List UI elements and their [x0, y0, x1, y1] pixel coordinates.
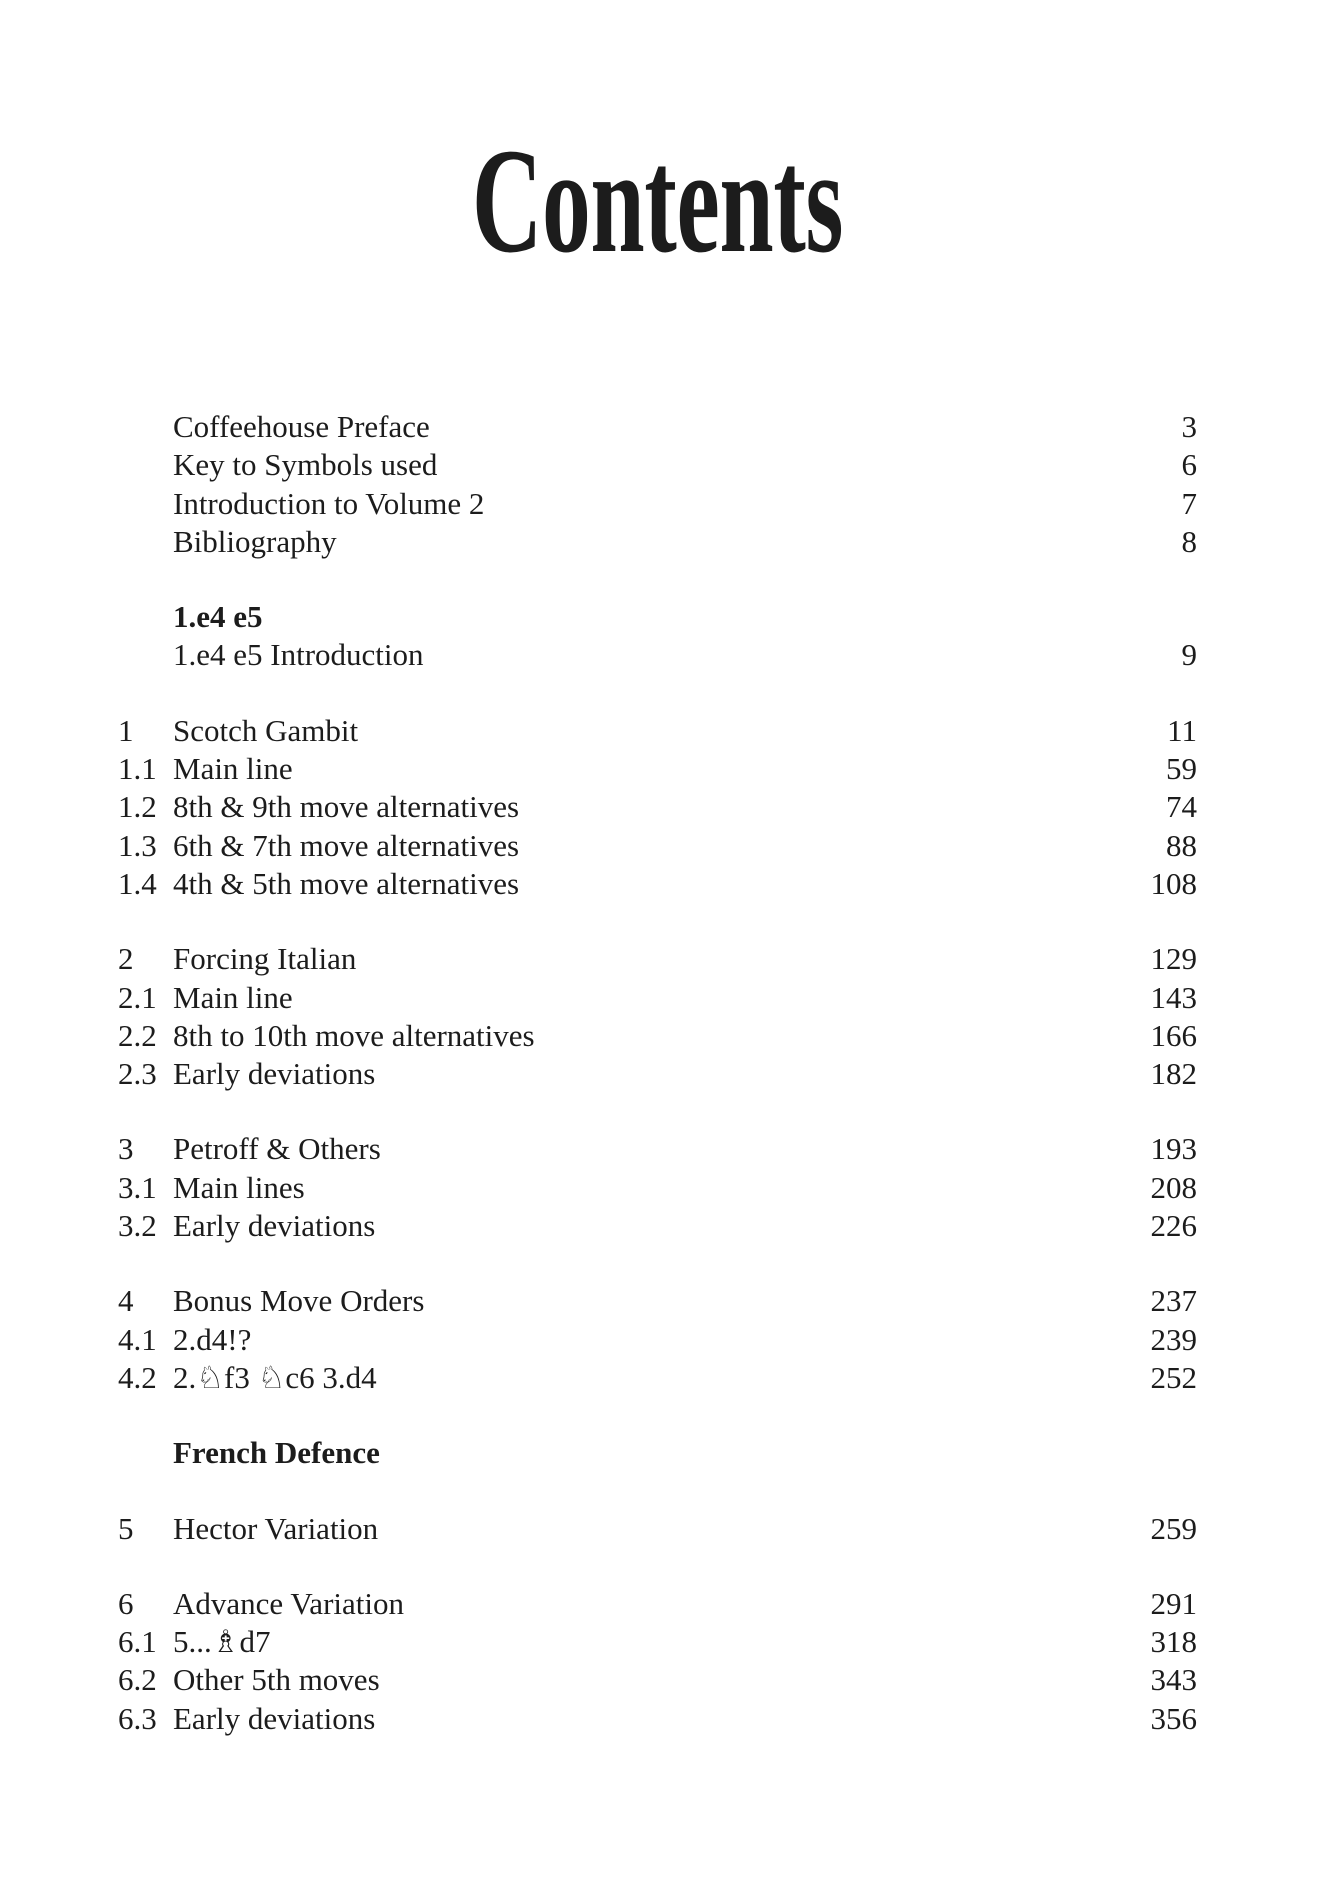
toc-entry-label: Main lines: [173, 1169, 305, 1205]
toc-entry-page: 318: [1150, 1624, 1197, 1660]
toc-entry-page: 208: [1150, 1169, 1197, 1205]
toc-entry-label: 1.e4 e5 Introduction: [173, 637, 424, 673]
toc-entry-number: 3.2: [118, 1208, 157, 1244]
toc-entry-number: 1.1: [118, 751, 157, 787]
toc-entry-number: 2: [118, 941, 134, 977]
toc-entry-page: 343: [1150, 1662, 1197, 1698]
toc-entry-page: 7: [1181, 485, 1197, 521]
toc-entry-label: Bonus Move Orders: [173, 1283, 425, 1319]
toc-entry-label: 5...♗d7: [173, 1624, 271, 1660]
toc-entry-label: Petroff & Others: [173, 1131, 381, 1167]
toc-entry-page: 182: [1150, 1056, 1197, 1092]
toc-entry-page: 129: [1150, 941, 1197, 977]
toc-entry-label: Forcing Italian: [173, 941, 357, 977]
toc-section-chapter-6: [118, 1585, 1197, 1738]
toc-entry-page: 6: [1181, 447, 1197, 483]
toc-section-1e4e5: [118, 598, 1197, 675]
toc-part-header: [118, 598, 1197, 636]
toc-row: [118, 1017, 1197, 1055]
toc-row: [118, 979, 1197, 1017]
toc-entry-label: Other 5th moves: [173, 1662, 380, 1698]
toc-row: [118, 827, 1197, 865]
toc-entry-number: 2.2: [118, 1017, 157, 1053]
toc-entry-label: Introduction to Volume 2: [173, 485, 485, 521]
toc-section-french-defence: [118, 1434, 1197, 1472]
toc-entry-label: 8th to 10th move alternatives: [173, 1017, 535, 1053]
toc-row: [118, 1661, 1197, 1699]
toc-entry-label: Early deviations: [173, 1056, 376, 1092]
toc-entry-page: 74: [1166, 789, 1197, 825]
toc-entry-label: 8th & 9th move alternatives: [173, 789, 520, 825]
toc-entry-page: 143: [1150, 979, 1197, 1015]
toc-row: [118, 1282, 1197, 1320]
toc-part-header-label: French Defence: [173, 1435, 380, 1471]
toc-entry-page: 166: [1150, 1017, 1197, 1053]
toc-entry-label: Early deviations: [173, 1208, 376, 1244]
toc-entry-number: 3: [118, 1131, 134, 1167]
toc-row: [118, 1700, 1197, 1738]
toc-entry-page: 59: [1166, 751, 1197, 787]
toc-entry-label: Main line: [173, 751, 293, 787]
toc-row: [118, 788, 1197, 826]
toc-entry-page: 252: [1150, 1359, 1197, 1395]
toc-entry-page: 193: [1150, 1131, 1197, 1167]
toc-row: [118, 446, 1197, 484]
toc-row: [118, 940, 1197, 978]
toc-entry-number: 6.2: [118, 1662, 157, 1698]
toc-entry-page: 356: [1150, 1700, 1197, 1736]
toc-section-chapter-2: [118, 940, 1197, 1093]
toc-entry-number: 5: [118, 1510, 134, 1546]
toc-entry-page: 8: [1181, 523, 1197, 559]
toc-entry-page: 226: [1150, 1208, 1197, 1244]
toc-entry-number: 4.2: [118, 1359, 157, 1395]
toc-section-front-matter: [118, 408, 1197, 561]
toc-row: [118, 1207, 1197, 1245]
toc-section-chapter-3: [118, 1130, 1197, 1245]
toc-entry-page: 11: [1167, 712, 1197, 748]
toc-row: [118, 1359, 1197, 1397]
toc-entry-label: Main line: [173, 979, 293, 1015]
toc-row: [118, 1321, 1197, 1359]
toc-row: [118, 1130, 1197, 1168]
toc-entry-label: Coffeehouse Preface: [173, 409, 430, 444]
toc-entry-label: Scotch Gambit: [173, 712, 359, 748]
toc-entry-page: 88: [1166, 827, 1197, 863]
toc-row: [118, 712, 1197, 750]
toc-entry-label: 4th & 5th move alternatives: [173, 865, 520, 901]
toc-row: [118, 1585, 1197, 1623]
toc-entry-label: 2.d4!?: [173, 1321, 252, 1357]
toc-entry-label: Advance Variation: [173, 1585, 404, 1621]
toc-entry-number: 1.3: [118, 827, 157, 863]
toc-row: [118, 1623, 1197, 1661]
toc-row: [118, 636, 1197, 674]
toc-row: [118, 1510, 1197, 1548]
toc-part-header-label: 1.e4 e5: [173, 599, 263, 635]
toc-entry-number: 2.3: [118, 1056, 157, 1092]
toc-entry-label: Hector Variation: [173, 1510, 379, 1546]
toc-row: [118, 1055, 1197, 1093]
toc-entry-page: 9: [1181, 637, 1197, 673]
toc-entry-label: Bibliography: [173, 523, 337, 559]
toc-entry-label: 2.♘f3 ♘c6 3.d4: [173, 1359, 377, 1395]
toc-section-chapter-4: [118, 1282, 1197, 1397]
toc-entry-number: 3.1: [118, 1169, 157, 1205]
toc-part-header: [118, 1434, 1197, 1472]
toc-entry-number: 6: [118, 1585, 134, 1621]
toc-entry-page: 259: [1150, 1510, 1197, 1546]
toc-entry-label: Key to Symbols used: [173, 447, 438, 483]
toc-entry-number: 4.1: [118, 1321, 157, 1357]
toc-entry-number: 1.2: [118, 789, 157, 825]
toc-entry-number: 1.4: [118, 865, 157, 901]
toc-entry-number: 1: [118, 712, 134, 748]
toc-row: [118, 865, 1197, 903]
toc-entry-number: 4: [118, 1283, 134, 1319]
toc-entry-page: 237: [1150, 1283, 1197, 1319]
toc-entry-number: 6.1: [118, 1624, 157, 1660]
toc-row: [118, 408, 1197, 446]
toc-entry-page: 291: [1150, 1585, 1197, 1621]
toc-row: [118, 485, 1197, 523]
toc-entry-label: 6th & 7th move alternatives: [173, 827, 520, 863]
toc-entry-number: 2.1: [118, 979, 157, 1015]
toc-entry-number: 6.3: [118, 1700, 157, 1736]
toc-row: [118, 1169, 1197, 1207]
toc-entry-page: 3: [1181, 409, 1197, 444]
toc-row: [118, 750, 1197, 788]
toc-entry-page: 108: [1150, 865, 1197, 901]
toc-section-chapter-5: [118, 1510, 1197, 1548]
toc-section-chapter-1: [118, 712, 1197, 903]
page-title: Contents: [471, 118, 844, 284]
toc-row: [118, 523, 1197, 561]
toc-entry-page: 239: [1150, 1321, 1197, 1357]
toc-entry-label: Early deviations: [173, 1700, 376, 1736]
